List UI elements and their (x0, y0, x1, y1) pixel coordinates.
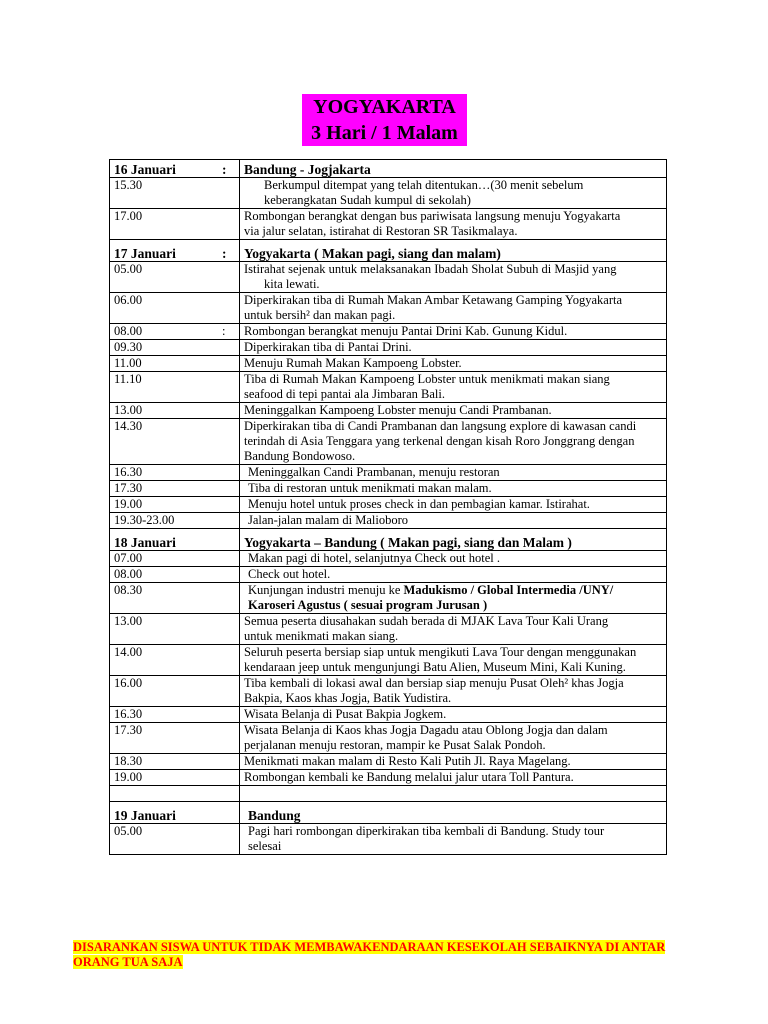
row-desc-line: Berkumpul ditempat yang telah ditentukan…(30 menit sebelum (264, 178, 584, 192)
row-colon (208, 340, 240, 356)
row-colon (208, 754, 240, 770)
row-desc (240, 723, 667, 754)
title-line-1: YOGYAKARTA (313, 96, 456, 118)
row-colon (208, 262, 240, 293)
table-row (110, 209, 667, 240)
table-row (110, 465, 667, 481)
empty-cell (208, 786, 240, 802)
row-desc-line: Seluruh peserta bersiap siap untuk mengikuti Lava Tour dengan menggunakan (244, 645, 637, 659)
row-desc (240, 583, 667, 614)
row-desc-line: Tiba di Rumah Makan Kampoeng Lobster untuk menikmati makan siang (244, 372, 610, 386)
row-time: 06.00 (110, 293, 209, 324)
row-colon: : (208, 324, 240, 340)
row-colon (208, 372, 240, 403)
row-desc-line (244, 583, 664, 598)
row-desc-line: Tiba kembali di lokasi awal dan bersiap siap menuju Pusat Oleh² khas Jogja (244, 676, 624, 690)
row-desc (240, 676, 667, 707)
table-row (110, 567, 667, 583)
table-row (110, 293, 667, 324)
day-colon (208, 802, 240, 824)
row-desc-line: Bandung Bondowoso. (244, 449, 356, 463)
day-colon (208, 529, 240, 551)
table-row (110, 403, 667, 419)
row-time: 17.30 (110, 481, 209, 497)
row-desc: Rombongan berangkat menuju Pantai Drini Kab. Gunung Kidul. (240, 324, 667, 340)
row-colon (208, 513, 240, 529)
day-heading: Yogyakarta ( Makan pagi, siang dan malam) (240, 240, 667, 262)
row-desc-line: Meninggalkan Candi Prambanan, menuju restoran (248, 465, 500, 479)
row-time: 17.30 (110, 723, 209, 754)
row-desc-line: Tiba di restoran untuk menikmati makan malam. (248, 481, 492, 495)
notice-banner (73, 940, 677, 970)
row-colon (208, 419, 240, 465)
row-desc (240, 262, 667, 293)
notice-line-1 (73, 940, 677, 955)
row-time: 08.00 (110, 324, 209, 340)
row-desc (240, 614, 667, 645)
table-row (110, 583, 667, 614)
row-colon (208, 614, 240, 645)
day-colon: : (208, 240, 240, 262)
table-row (110, 324, 667, 340)
row-desc: Wisata Belanja di Pusat Bakpia Jogkem. (240, 707, 667, 723)
day-heading (240, 802, 667, 824)
row-colon (208, 824, 240, 855)
row-time: 17.00 (110, 209, 209, 240)
table-row (110, 676, 667, 707)
table-row (110, 824, 667, 855)
table-row (110, 551, 667, 567)
table-row (110, 481, 667, 497)
row-colon (208, 403, 240, 419)
row-colon (208, 293, 240, 324)
row-time: 19.30-23.00 (110, 513, 209, 529)
row-colon (208, 567, 240, 583)
row-desc-line: Bakpia, Kaos khas Jogja, Batik Yudistira. (244, 691, 452, 705)
row-desc-line: Wisata Belanja di Kaos khas Jogja Dagadu atau Oblong Jogja dan dalam (244, 723, 608, 737)
row-time: 13.00 (110, 403, 209, 419)
day-heading-text: Bandung (248, 808, 301, 823)
row-colon (208, 497, 240, 513)
row-colon (208, 481, 240, 497)
row-desc-line: terindah di Asia Tenggara yang terkenal dengan kisah Roro Jonggrang dengan (244, 434, 635, 448)
row-time: 11.10 (110, 372, 209, 403)
row-colon (208, 583, 240, 614)
row-desc-line: Menuju hotel untuk proses check in dan pembagian kamar. Istirahat. (248, 497, 590, 511)
row-colon (208, 645, 240, 676)
row-desc (240, 567, 667, 583)
row-desc: Rombongan kembali ke Bandung melalui jalur utara Toll Pantura. (240, 770, 667, 786)
row-colon (208, 465, 240, 481)
row-colon (208, 707, 240, 723)
row-time: 09.30 (110, 340, 209, 356)
day-row (110, 160, 667, 178)
row-desc-text: Kunjungan industri menuju ke (248, 583, 404, 597)
row-time: 16.30 (110, 707, 209, 723)
row-desc-line: Diperkirakan tiba di Rumah Makan Ambar Ketawang Gamping Yogyakarta (244, 293, 623, 307)
row-desc-line: Pagi hari rombongan diperkirakan tiba kembali di Bandung. Study tour (248, 824, 605, 838)
row-desc (240, 551, 667, 567)
row-time: 13.00 (110, 614, 209, 645)
row-time: 05.00 (110, 262, 209, 293)
row-desc-bold: Karoseri Agustus ( sesuai program Jurusan ) (248, 598, 488, 612)
notice-text: ORANG TUA SAJA (73, 955, 183, 969)
row-desc-line: selesai (248, 839, 282, 853)
row-colon (208, 770, 240, 786)
day-row (110, 240, 667, 262)
row-desc-line: Check out hotel. (248, 567, 331, 581)
row-desc (240, 645, 667, 676)
day-heading: Yogyakarta – Bandung ( Makan pagi, siang dan Malam ) (240, 529, 667, 551)
row-time: 16.30 (110, 465, 209, 481)
title-block (302, 94, 467, 146)
row-colon (208, 551, 240, 567)
row-desc-line: seafood di tepi pantai ala Jimbaran Bali. (244, 387, 445, 401)
table-row (110, 723, 667, 754)
row-desc (240, 824, 667, 855)
row-desc (240, 372, 667, 403)
row-desc: Menuju Rumah Makan Kampoeng Lobster. (240, 356, 667, 372)
row-desc-line: Semua peserta diusahakan sudah berada di MJAK Lava Tour Kali Urang (244, 614, 609, 628)
row-desc-line: Makan pagi di hotel, selanjutnya Check out hotel . (248, 551, 501, 565)
row-desc-line: kendaraan jeep untuk mengunjungi Batu Alien, Museum Mini, Kali Kuning. (244, 660, 626, 674)
row-time: 18.30 (110, 754, 209, 770)
row-desc-line: Rombongan berangkat dengan bus pariwisata langsung menuju Yogyakarta (244, 209, 621, 223)
row-colon (208, 178, 240, 209)
day-date: 17 Januari (110, 240, 209, 262)
row-time: 05.00 (110, 824, 209, 855)
row-desc (240, 178, 667, 209)
table-row (110, 419, 667, 465)
row-desc-line: Istirahat sejenak untuk melaksanakan Ibadah Sholat Subuh di Masjid yang (244, 262, 617, 276)
table-row (110, 770, 667, 786)
row-time: 16.00 (110, 676, 209, 707)
row-time: 15.30 (110, 178, 209, 209)
day-row (110, 802, 667, 824)
row-desc-line: Jalan-jalan malam di Malioboro (248, 513, 409, 527)
row-desc-line: untuk bersih² dan makan pagi. (244, 308, 396, 322)
row-desc (240, 513, 667, 529)
table-row (110, 340, 667, 356)
table-row (110, 707, 667, 723)
row-time: 19.00 (110, 770, 209, 786)
day-heading: Bandung - Jogjakarta (240, 160, 667, 178)
row-time: 14.00 (110, 645, 209, 676)
row-desc-line: perjalanan menuju restoran, mampir ke Pusat Salak Pondoh. (244, 738, 546, 752)
table-row (110, 513, 667, 529)
row-desc: Meninggalkan Kampoeng Lobster menuju Candi Prambanan. (240, 403, 667, 419)
table-row (110, 178, 667, 209)
row-time: 08.30 (110, 583, 209, 614)
row-desc (240, 481, 667, 497)
row-time: 11.00 (110, 356, 209, 372)
table-row (110, 497, 667, 513)
row-desc (240, 293, 667, 324)
table-row (110, 262, 667, 293)
title-line-2: 3 Hari / 1 Malam (311, 122, 458, 144)
row-desc: Menikmati makan malam di Resto Kali Putih Jl. Raya Magelang. (240, 754, 667, 770)
row-desc-line: via jalur selatan, istirahat di Restoran SR Tasikmalaya. (244, 224, 518, 238)
table-row (110, 614, 667, 645)
empty-row (110, 786, 667, 802)
table-row (110, 645, 667, 676)
day-date: 19 Januari (110, 802, 209, 824)
table-row (110, 754, 667, 770)
row-desc (240, 497, 667, 513)
row-desc (240, 209, 667, 240)
row-desc (240, 419, 667, 465)
empty-cell (240, 786, 667, 802)
row-colon (208, 209, 240, 240)
notice-line-2 (73, 955, 677, 970)
row-time: 14.30 (110, 419, 209, 465)
day-date: 16 Januari (110, 160, 209, 178)
row-time: 08.00 (110, 567, 209, 583)
day-colon: : (208, 160, 240, 178)
table-row (110, 356, 667, 372)
row-time: 19.00 (110, 497, 209, 513)
row-colon (208, 723, 240, 754)
itinerary-table (109, 159, 667, 855)
row-colon (208, 676, 240, 707)
day-date: 18 Januari (110, 529, 209, 551)
day-row (110, 529, 667, 551)
row-desc (240, 465, 667, 481)
row-desc-line: untuk menikmati makan siang. (244, 629, 399, 643)
row-desc: Diperkirakan tiba di Pantai Drini. (240, 340, 667, 356)
row-desc-line: Diperkirakan tiba di Candi Prambanan dan langsung explore di kawasan candi (244, 419, 637, 433)
row-colon (208, 356, 240, 372)
notice-text: DISARANKAN SISWA UNTUK TIDAK MEMBAWAKENDARAAN KESEKOLAH SEBAIKNYA DI ANTAR (73, 940, 666, 954)
row-desc-line: keberangkatan Sudah kumpul di sekolah) (264, 193, 471, 207)
row-desc-bold: Madukismo / Global Intermedia /UNY/ (403, 583, 614, 597)
empty-cell (110, 786, 209, 802)
row-desc-line: kita lewati. (264, 277, 320, 291)
table-row (110, 372, 667, 403)
row-time: 07.00 (110, 551, 209, 567)
